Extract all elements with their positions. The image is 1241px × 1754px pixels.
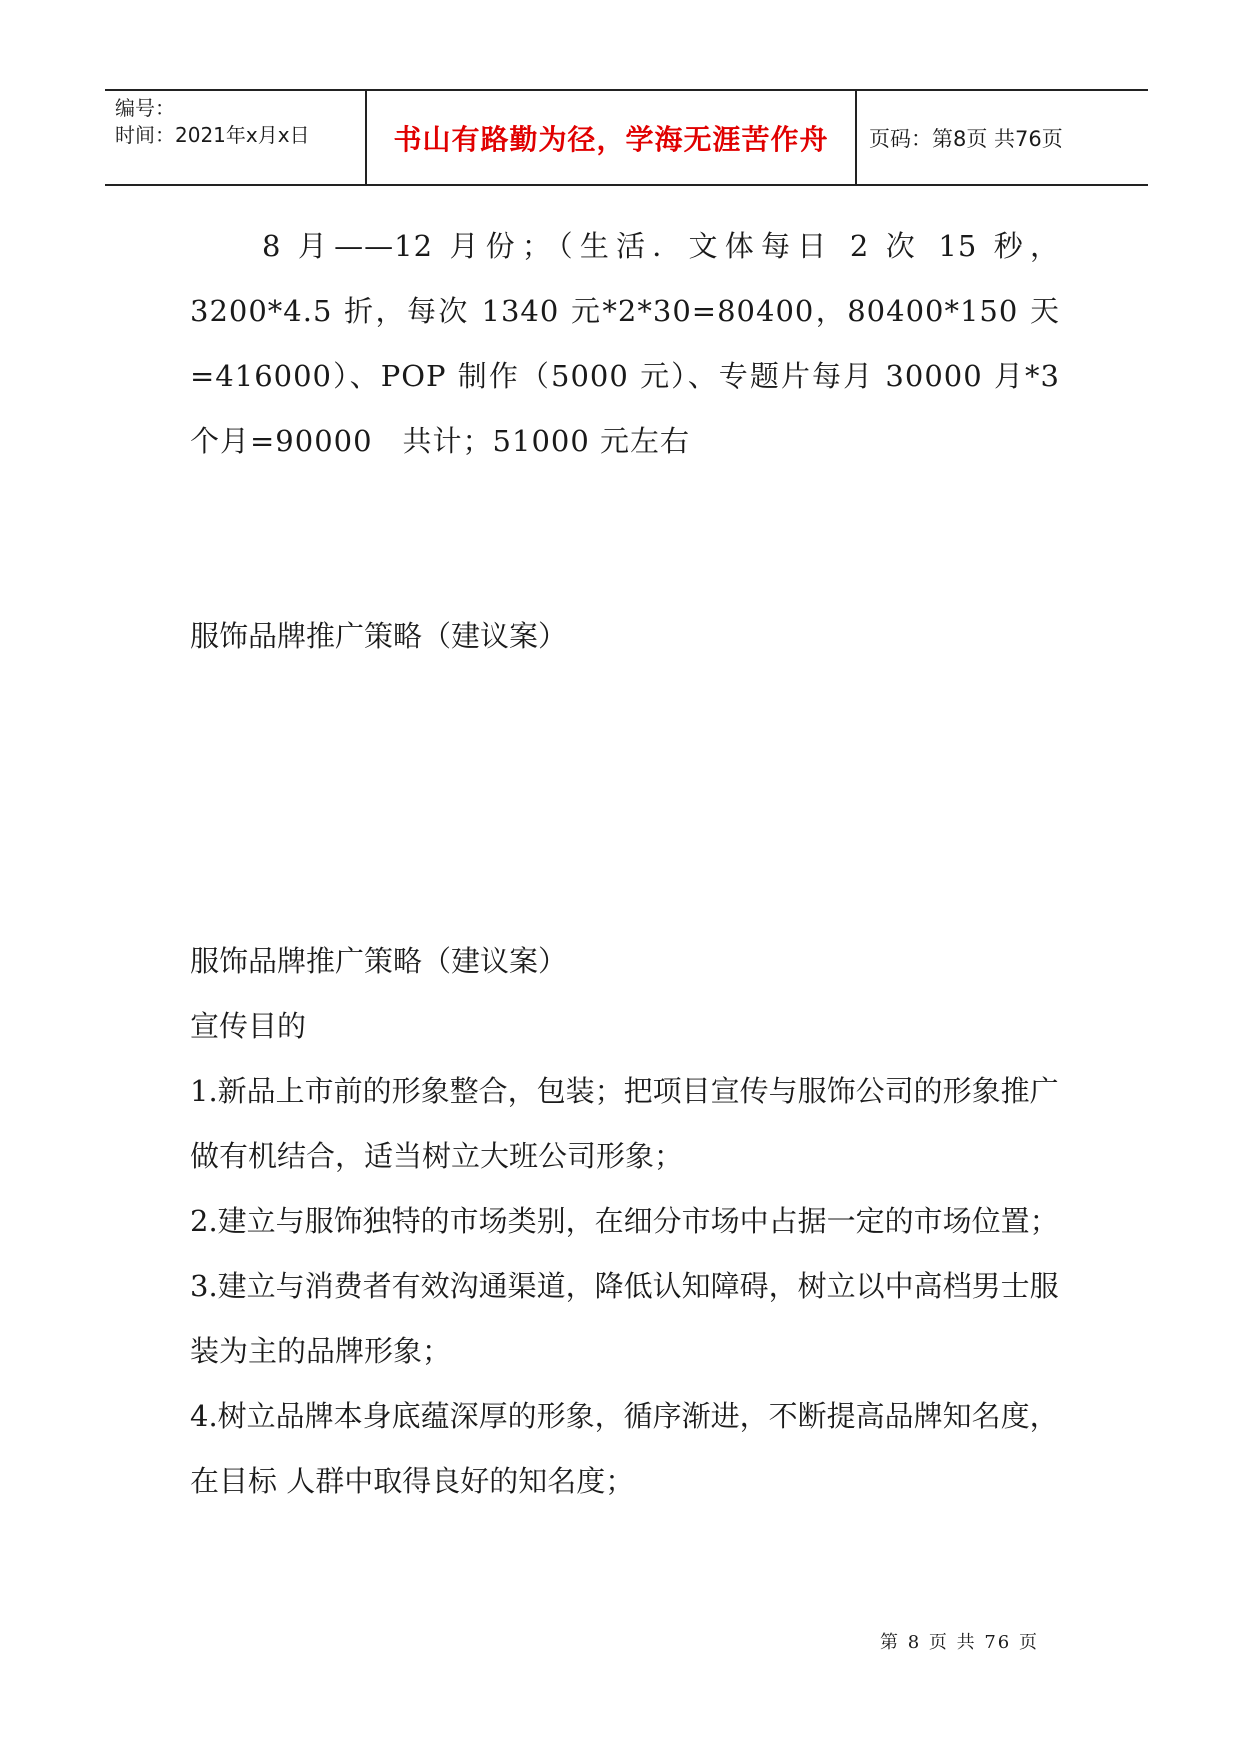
spacer (190, 669, 1060, 929)
header-motto: 书山有路勤为径，学海无涯苦作舟 (393, 122, 829, 156)
page-footer: 第 8 页 共 76 页 (880, 1632, 1039, 1653)
list-item: 4.树立品牌本身底蕴深厚的形象，循序渐进，不断提高品牌知名度，在目标 人群中取得良好的知名度； (190, 1399, 1059, 1498)
page-header (105, 89, 1148, 186)
header-motto-cell (367, 91, 857, 184)
date-label: 时间：2021年x月x日 (115, 123, 310, 147)
serial-number-label: 编号： (115, 96, 175, 120)
header-page-label: 页码：第8页 共76页 (869, 126, 1063, 151)
list-item: 2.建立与服饰独特的市场类别，在细分市场中占据一定的市场位置； (190, 1204, 1059, 1238)
header-page-cell (857, 91, 1148, 184)
list-item: 3.建立与消费者有效沟通渠道，降低认知障碍，树立以中高档男士服装为主的品牌形象； (190, 1269, 1059, 1368)
header-meta (105, 91, 367, 184)
document-title: 服饰品牌推广策略（建议案） (190, 619, 568, 653)
document-body (190, 214, 1060, 1514)
budget-paragraph: 8 月——12 月份；（生活．文体每日 2 次 15 秒，3200*4.5 折，每次 1340 元*2*30=80400，80400*150 天=416000）、POP 制作（5000 元）、专题片每月 30000 月*3 个月=90000 共计；51000 元左右 (190, 229, 1060, 458)
section-heading: 宣传目的 (190, 1009, 307, 1043)
spacer (190, 474, 1060, 604)
section-title: 服饰品牌推广策略（建议案） (190, 944, 568, 978)
list-item: 1.新品上市前的形象整合，包装；把项目宣传与服饰公司的形象推广做有机结合，适当树立大班公司形象； (190, 1074, 1059, 1173)
